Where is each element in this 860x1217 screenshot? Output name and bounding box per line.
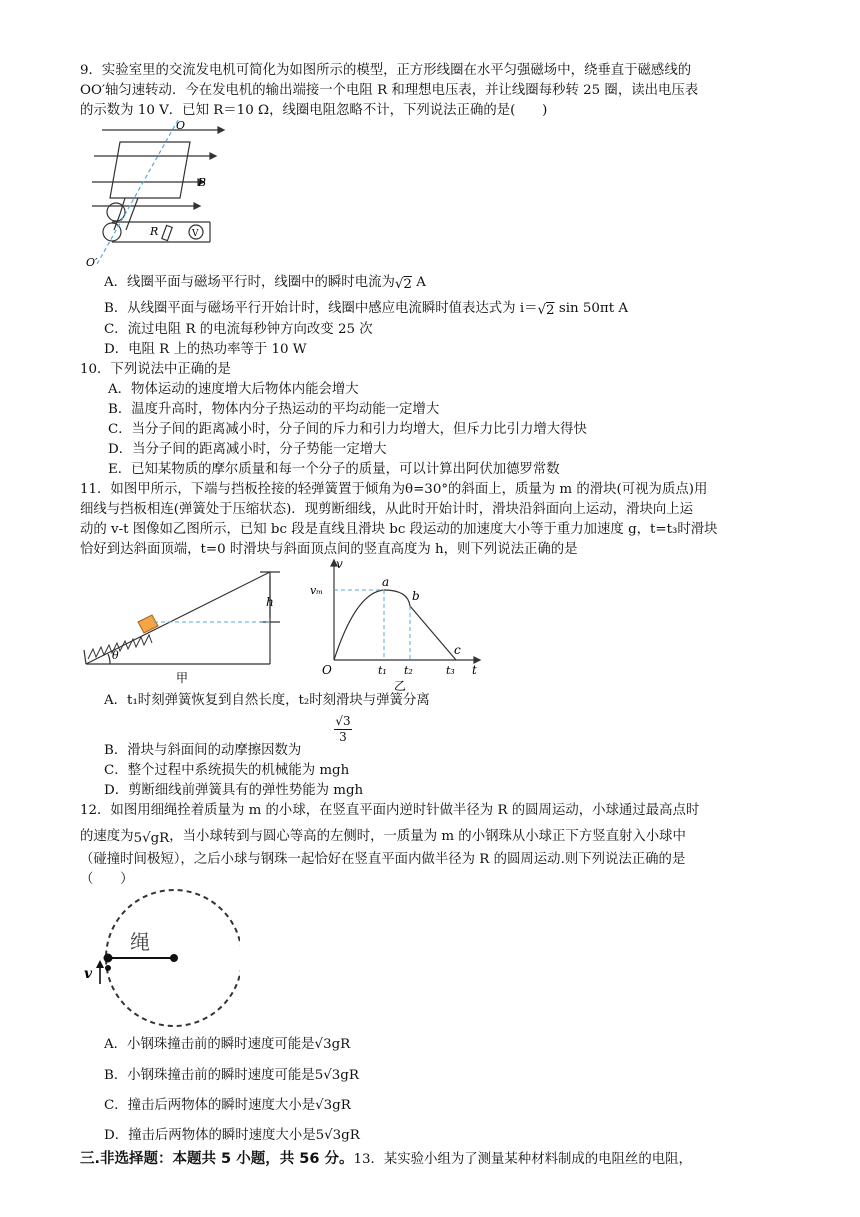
- q10-option-a: A．物体运动的速度增大后物体内能会增大: [108, 382, 359, 397]
- height-label-h: h: [266, 595, 274, 609]
- q9-option-a: A．线圈平面与磁场平行时，线圈中的瞬时电流为√2 A: [104, 275, 426, 292]
- angle-label-theta: θ: [112, 649, 119, 662]
- q12-stem-line4: （ ）: [80, 872, 134, 887]
- incline-figure-jia: [80, 566, 290, 686]
- q9-option-d: D．电阻 R 上的热功率等于 10 W: [104, 342, 307, 357]
- q11-stem-line2: 细线与挡板相连(弹簧处于压缩状态)．现剪断细线，从此时开始计时，滑块沿斜面向上运动，滑块向上运: [80, 502, 694, 517]
- vt-graph-yi: [306, 556, 492, 692]
- q13-start: 13．某实验小组为了测量某种材料制成的电阻丝的电阻，: [353, 1152, 692, 1167]
- q12-stem-line1: 12．如图用细绳拴着质量为 m 的小球，在竖直平面内逆时针做半径为 R 的圆周运动，小球通过最高点时: [80, 803, 700, 818]
- axis-label-o-prime: O′: [86, 256, 98, 269]
- q10-option-c: C．当分子间的距离减小时，分子间的斥力和引力均增大，但斥力比引力增大得快: [108, 422, 587, 437]
- q12-option-d: D．撞击后两物体的瞬时速度大小是5√3gR: [104, 1128, 360, 1143]
- q9-stem-line3: 的示数为 10 V．已知 R＝10 Ω，线圈电阻忽略不计，下列说法正确的是( ): [80, 103, 548, 118]
- point-label-b: b: [412, 589, 420, 603]
- tick-label-t2: t₂: [404, 664, 413, 677]
- axis-label-t: t: [472, 663, 477, 677]
- q9-option-b: B．从线圈平面与磁场平行开始计时，线圈中感应电流瞬时值表达式为 i＝√2 sin 50πt A: [104, 301, 629, 318]
- q11-option-b: B．滑块与斜面间的动摩擦因数为: [104, 743, 302, 758]
- q12-stem-line3: （碰撞时间极短），之后小球与钢珠一起恰好在竖直平面内做半径为 R 的圆周运动.则下列说法正确的是: [80, 852, 686, 867]
- q11-stem-line3: 动的 v-t 图像如乙图所示，已知 bc 段是直线且滑块 bc 段运动的加速度大小等于重力加速度 g，t=t₃时滑块: [80, 522, 718, 537]
- q10-option-d: D．当分子间的距离减小时，分子势能一定增大: [108, 442, 387, 457]
- point-label-a: a: [382, 575, 390, 589]
- section-3-heading: 三.非选择题：本题共 5 小题，共 56 分。: [80, 1151, 354, 1167]
- point-label-c: c: [454, 643, 461, 657]
- field-label-b: B: [198, 176, 207, 189]
- q9-stem-line2: OO′轴匀速转动．今在发电机的输出端接一个电阻 R 和理想电压表，并让线圈每秒转 25 圈，读出电压表: [80, 83, 699, 98]
- figure-caption-yi: 乙: [394, 679, 407, 692]
- resistor-label: R: [150, 225, 159, 238]
- circular-motion-figure: [80, 886, 240, 1036]
- axis-label-o: O: [176, 119, 186, 132]
- q11-option-b-fraction: √3 3: [335, 714, 351, 744]
- section-3-line: [80, 1150, 692, 1169]
- q9-option-c: C．流过电阻 R 的电流每秒钟方向改变 25 次: [104, 322, 373, 337]
- velocity-label: v: [84, 966, 93, 982]
- generator-coil-figure: [80, 118, 240, 270]
- q12-option-b: B．小钢珠撞击前的瞬时速度可能是5√3gR: [104, 1068, 359, 1083]
- q10-option-b: B．温度升高时，物体内分子热运动的平均动能一定增大: [108, 402, 440, 417]
- axis-label-v: v: [336, 557, 343, 571]
- q11-option-c: C．整个过程中系统损失的机械能为 mgh: [104, 763, 350, 778]
- q12-option-a: A．小钢珠撞击前的瞬时速度可能是√3gR: [104, 1037, 351, 1052]
- q11-stem-line1: 11．如图甲所示，下端与挡板拴接的轻弹簧置于倾角为θ=30°的斜面上，质量为 m 的滑块(可视为质点)用: [80, 482, 708, 497]
- figure-caption-jia: 甲: [176, 671, 189, 685]
- origin-label: O: [322, 663, 332, 677]
- tick-label-t3: t₃: [446, 664, 455, 677]
- q12-option-c: C．撞击后两物体的瞬时速度大小是√3gR: [104, 1098, 351, 1113]
- rope-label: 绳: [130, 930, 150, 954]
- q9-stem-line1: 9．实验室里的交流发电机可简化为如图所示的模型，正方形线圈在水平匀强磁场中，绕垂直于磁感线的: [80, 63, 692, 78]
- q10-stem: 10．下列说法中正确的是: [80, 362, 231, 377]
- q11-stem-line4: 恰好到达斜面顶端，t=0 时滑块与斜面顶点间的竖直高度为 h，则下列说法正确的是: [80, 542, 578, 557]
- q10-option-e: E．已知某物质的摩尔质量和每一个分子的质量，可以计算出阿伏加德罗常数: [108, 462, 560, 477]
- q11-option-a: A．t₁时刻弹簧恢复到自然长度，t₂时刻滑块与弹簧分离: [104, 693, 430, 708]
- label-vm: vₘ: [310, 584, 323, 597]
- q12-stem-line2: 的速度为5√gR，当小球转到与圆心等高的左侧时，一质量为 m 的小钢珠从小球正下方竖直射入小球中: [80, 829, 686, 846]
- q11-option-d: D．剪断细线前弹簧具有的弹性势能为 mgh: [104, 783, 364, 798]
- tick-label-t1: t₁: [378, 664, 387, 677]
- voltmeter-label: V: [192, 229, 199, 239]
